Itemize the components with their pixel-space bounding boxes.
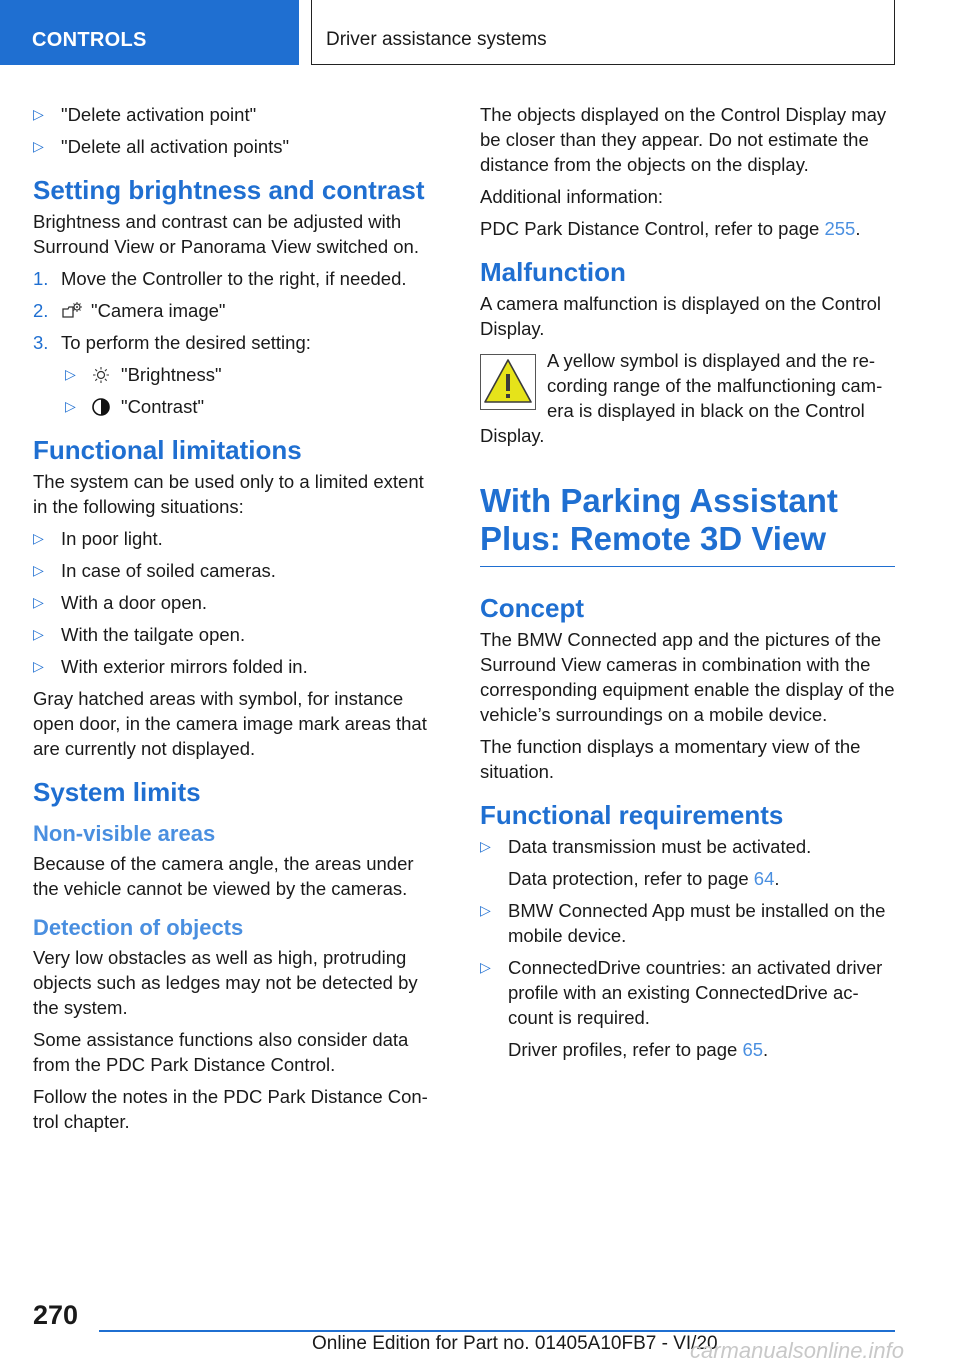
heading-malfunction: Malfunction xyxy=(480,257,626,287)
page-link-64[interactable]: 64 xyxy=(753,868,775,889)
nonvisible-text: Because of the camera angle, the areas under the vehicle cannot be viewed by the cameras. xyxy=(33,853,414,899)
detection-text-1: Very low obstacles as well as high, protruding objects such as ledges may not be detected by the system. xyxy=(33,947,418,1018)
heading-system-limits: System limits xyxy=(33,777,201,807)
left-column xyxy=(33,102,438,1141)
concept-text-2: The function displays a momentary view of the situation. xyxy=(480,736,861,782)
warning-block: A yellow symbol is displayed and the re‐cording range of the malfunctioning cam‐era is displayed in black on the Control xyxy=(480,348,895,423)
brightness-intro: Brightness and contrast can be adjusted with Surround View or Panorama View switched on. xyxy=(33,211,419,257)
footer-divider xyxy=(99,1330,895,1332)
bullet-triangle-icon: ▷ xyxy=(65,398,76,414)
header-section-label: CONTROLS xyxy=(32,29,147,51)
heading-concept: Concept xyxy=(480,593,584,623)
pdc-reference: PDC Park Distance Control, refer to page 255. xyxy=(480,218,861,239)
header-section-tab xyxy=(0,0,299,65)
list-item: ▷ With exterior mirrors folded in. xyxy=(33,656,308,677)
bullet-triangle-icon: ▷ xyxy=(33,138,44,154)
bullet-triangle-icon: ▷ xyxy=(33,594,44,610)
warning-continuation: Display. xyxy=(480,425,545,446)
detection-text-3: Follow the notes in the PDC Park Distance Con‐trol chapter. xyxy=(33,1086,428,1132)
section-title-remote-3d-view: With Parking Assistant Plus: Remote 3D View xyxy=(480,482,895,567)
list-item: ▷ In case of soiled cameras. xyxy=(33,560,276,581)
data-protection-reference: Data protection, refer to page 64. xyxy=(508,868,780,889)
footer-edition: Online Edition for Part no. 01405A10FB7 - VI/20 xyxy=(312,1333,718,1354)
sub-list-item: ▷ "Brightness" xyxy=(65,364,222,385)
concept-text-1: The BMW Connected app and the pictures of the Surround View cameras in combination with the corresponding equipment enable the display of the vehicle’s surroundings on a mobile device. xyxy=(480,629,895,725)
bullet-triangle-icon: ▷ xyxy=(480,902,491,918)
right-column xyxy=(480,102,895,1069)
bullet-triangle-icon: ▷ xyxy=(33,626,44,642)
contrast-icon xyxy=(91,397,113,417)
bullet-triangle-icon: ▷ xyxy=(65,366,76,382)
yellow-warning-triangle-icon xyxy=(480,354,536,410)
detection-text-2: Some assistance functions also consider data from the PDC Park Distance Control. xyxy=(33,1029,409,1075)
limitations-intro: The system can be used only to a limited extent in the following situations: xyxy=(33,471,424,517)
heading-functional-limitations: Functional limitations xyxy=(33,435,302,465)
page-link-65[interactable]: 65 xyxy=(742,1039,764,1060)
sub-list-item: ▷ "Contrast" xyxy=(65,396,205,417)
driver-profiles-reference: Driver profiles, refer to page 65. xyxy=(508,1039,769,1060)
bullet-triangle-icon: ▷ xyxy=(480,838,491,854)
watermark: carmanualsonline.info xyxy=(690,1338,905,1362)
limitations-note: Gray hatched areas with symbol, for instance open door, in the camera image mark areas that are currently not displayed. xyxy=(33,688,427,759)
sun-icon xyxy=(91,365,113,385)
step-item: 3. To perform the desired setting: xyxy=(33,332,311,353)
list-item: ▷ BMW Connected App must be installed on the mobile device. xyxy=(480,900,886,946)
header-chapter-box xyxy=(311,0,895,65)
header-chapter-label: Driver assistance systems xyxy=(326,29,547,50)
camera-gear-icon xyxy=(61,301,83,321)
list-item: ▷ With a door open. xyxy=(33,592,208,613)
bullet-triangle-icon: ▷ xyxy=(33,562,44,578)
bullet-triangle-icon: ▷ xyxy=(480,959,491,975)
step-item: 2. "Camera image" xyxy=(33,300,226,321)
heading-brightness-contrast: Setting brightness and contrast xyxy=(33,175,425,205)
page-link-255[interactable]: 255 xyxy=(824,218,856,239)
additional-info-label: Additional information: xyxy=(480,186,664,207)
objects-closer-text: The objects displayed on the Control Display may be closer than they appear. Do not estimate the distance from the objects on the display. xyxy=(480,104,887,175)
list-item: ▷ In poor light. xyxy=(33,528,163,549)
list-item: ▷ "Delete all activation points" xyxy=(33,136,290,157)
list-item: ▷ Data transmission must be activated. xyxy=(480,836,812,857)
bullet-triangle-icon: ▷ xyxy=(33,530,44,546)
bullet-triangle-icon: ▷ xyxy=(33,658,44,674)
list-item: ▷ With the tailgate open. xyxy=(33,624,246,645)
list-item: ▷ "Delete activation point" xyxy=(33,104,257,125)
page-number: 270 xyxy=(33,1300,79,1330)
heading-functional-requirements: Functional requirements xyxy=(480,800,784,830)
heading-detection-of-objects: Detection of objects xyxy=(33,915,244,940)
heading-non-visible-areas: Non-visible areas xyxy=(33,821,216,846)
step-item: 1. Move the Controller to the right, if needed. xyxy=(33,268,407,289)
list-item: ▷ ConnectedDrive countries: an activated driver profile with an existing ConnectedDrive ac‐count is required. xyxy=(480,957,883,1028)
malfunction-text: A camera malfunction is displayed on the Control Display. xyxy=(480,293,882,339)
bullet-triangle-icon: ▷ xyxy=(33,106,44,122)
